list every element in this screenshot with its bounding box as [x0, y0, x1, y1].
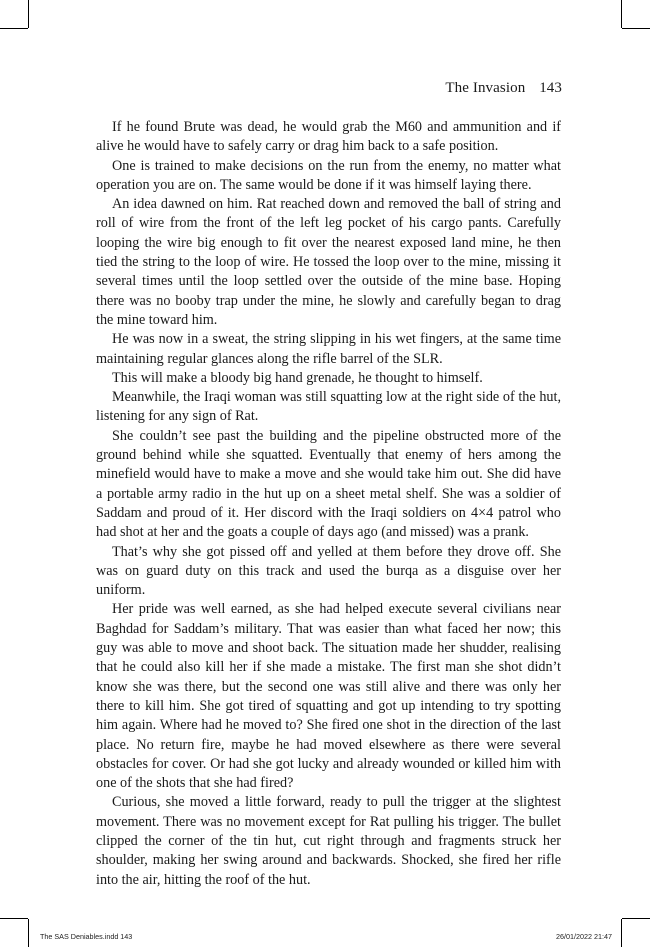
- slug-timestamp: 26/01/2022 21:47: [556, 932, 612, 941]
- paragraph: Curious, she moved a little forward, ready to pull the trigger at the slightest movement. There was no movement except for Rat pulling his trigger. The bullet clipped the corner of the tin hut, cut right through and fragments struck her shoulder, making her swing around and backwards. Shocked, she fired her rifle into the air, hitting the roof of the hut.: [96, 794, 561, 888]
- slug-file-name: The SAS Deniables.indd 143: [40, 932, 133, 941]
- crop-mark-top-left: [28, 0, 29, 28]
- paragraph: If he found Brute was dead, he would grab the M60 and ammunition and if alive he would have to safely carry or drag him back to a safe position.: [96, 119, 561, 155]
- paragraph: An idea dawned on him. Rat reached down and removed the ball of string and roll of wire from the front of the left leg pocket of his cargo pants. Carefully looping the wire big enough to fit over the nearest exposed land mine, he then tied the string to the loop of wire. He tossed the loop over to the mine, missing it several times until the loop settled over the outside of the mine base. Hoping there was no booby trap under the mine, he slowly and carefully began to drag the mine toward him.: [96, 196, 561, 328]
- paragraph: This will make a bloody big hand grenade, he thought to himself.: [112, 369, 483, 386]
- crop-mark-top-right-horizontal: [622, 28, 650, 29]
- crop-mark-top-left-horizontal: [0, 28, 28, 29]
- crop-mark-top-right: [621, 0, 622, 28]
- crop-mark-bottom-right-horizontal: [622, 918, 650, 919]
- paragraph: Meanwhile, the Iraqi woman was still squatting low at the right side of the hut, listening for any sign of Rat.: [96, 389, 561, 425]
- running-head: [445, 80, 562, 97]
- crop-mark-bottom-right: [621, 919, 622, 947]
- crop-mark-bottom-left: [28, 919, 29, 947]
- paragraph: Her pride was well earned, as she had helped execute several civilians near Baghdad for Saddam’s military. That was easier than what faced her now; this guy was able to move and shoot back. The situation made her shudder, realising that he could also kill her if she made a mistake. The first man she shot didn’t know she was there, but the second one was still alive and there was only her there to kill him. She got tired of squatting and got up intending to try spotting him again. Where had he moved to? She fired one shot in the direction of the last place. No return fire, maybe he had moved elsewhere as there were several obstacles for cover. Or had she got lucky and already wounded or killed him with one of the shots that she had fired?: [96, 601, 561, 792]
- crop-mark-bottom-left-horizontal: [0, 918, 28, 919]
- page-number: 143: [539, 80, 562, 96]
- running-head-title: The Invasion: [445, 80, 526, 96]
- paragraph: That’s why she got pissed off and yelled at them before they drove off. She was on guard duty on this track and used the burqa as a disguise over her uniform.: [96, 543, 561, 599]
- paragraph: She couldn’t see past the building and the pipeline obstructed more of the ground behind while she squatted. Eventually that enemy of hers among the minefield would have to make a move and she would take him out. She did have a portable army radio in the hut up on a sheet metal shelf. She was a soldier of Saddam and proud of it. Her discord with the Iraqi soldiers on 4×4 patrol who had shot at her and the goats a couple of days ago (and missed) was a prank.: [96, 427, 561, 541]
- body-text: [96, 118, 561, 890]
- paragraph: He was now in a sweat, the string slipping in his wet fingers, at the same time maintaining regular glances along the rifle barrel of the SLR.: [96, 331, 561, 367]
- paragraph: One is trained to make decisions on the run from the enemy, no matter what operation you are on. The same would be done if it was himself laying there.: [96, 157, 561, 193]
